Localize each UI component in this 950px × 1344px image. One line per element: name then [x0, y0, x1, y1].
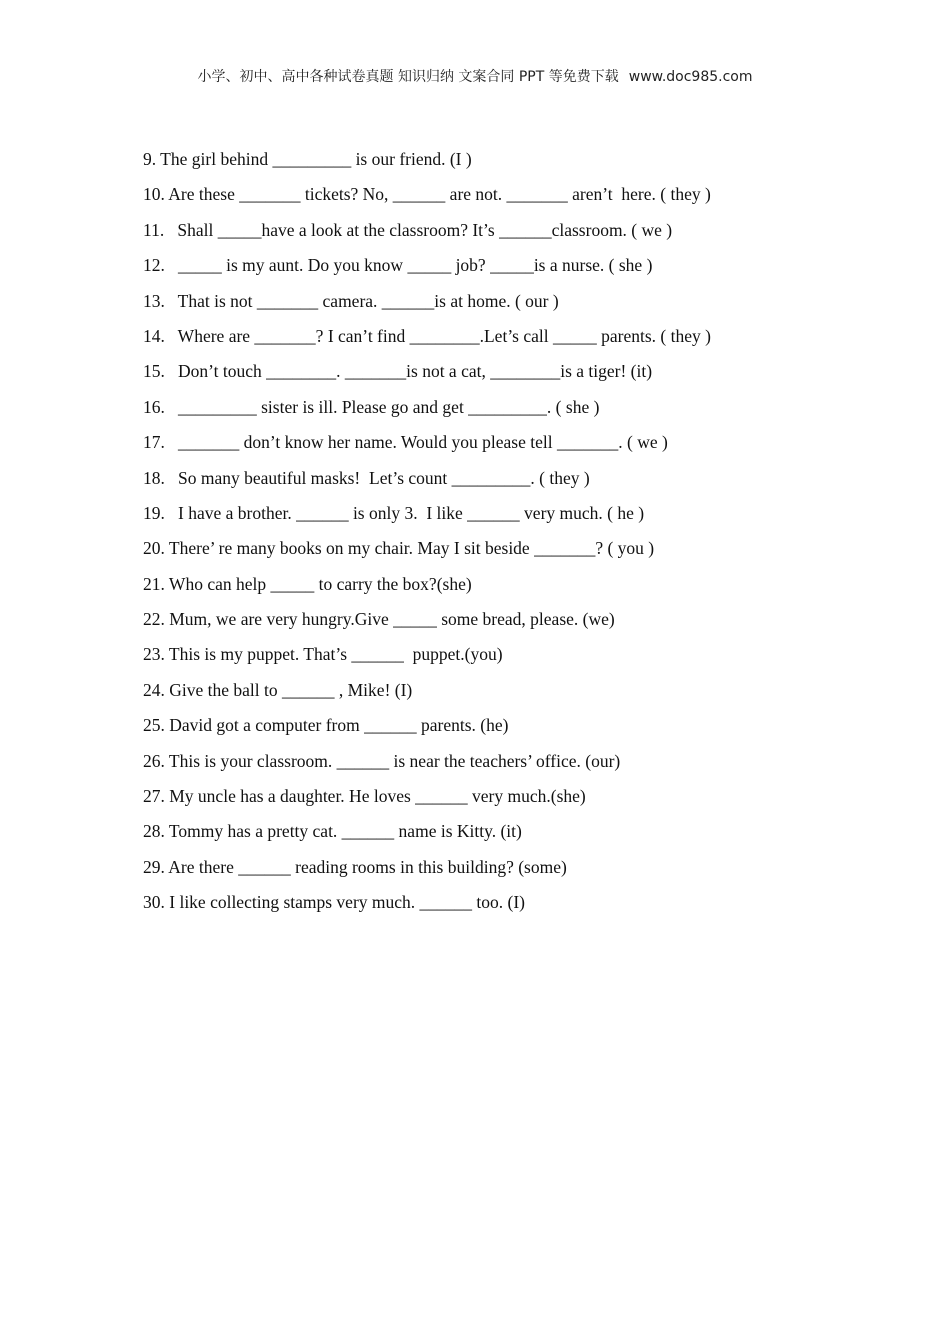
question-number: 26. [143, 750, 165, 771]
question-number: 13. [143, 290, 165, 311]
question-text: Give the ball to ______ , Mike! (I) [164, 679, 413, 700]
question-text: Who can help _____ to carry the box?(she) [164, 573, 472, 594]
question-number: 27. [143, 786, 165, 807]
question-text: This is my puppet. That’s ______ puppet.(you) [164, 644, 503, 665]
question-text: That is not _______ camera. ______is at home. ( our ) [164, 290, 559, 311]
question-text: I have a brother. ______ is only 3. I like ______ very much. ( he ) [164, 502, 645, 523]
question-number: 14. [143, 325, 165, 346]
question-item [143, 676, 843, 711]
question-number: 15. [143, 361, 165, 382]
question-text: This is your classroom. ______ is near the teachers’ office. (our) [164, 750, 621, 771]
question-text: _____ is my aunt. Do you know _____ job? _____is a nurse. ( she ) [164, 255, 653, 276]
question-item [143, 251, 843, 286]
question-item [143, 216, 843, 251]
question-item [143, 640, 843, 675]
question-item [143, 605, 843, 640]
question-text: Where are _______? I can’t find ________.Let’s call _____ parents. ( they ) [164, 325, 711, 346]
question-number: 29. [143, 856, 165, 877]
question-item [143, 322, 843, 357]
question-text: _______ don’t know her name. Would you please tell _______. ( we ) [164, 432, 668, 453]
question-number: 24. [143, 679, 165, 700]
question-text: There’ re many books on my chair. May I sit beside _______? ( you ) [164, 538, 655, 559]
question-number: 10. [143, 184, 165, 205]
question-text: Shall _____have a look at the classroom? It’s ______classroom. ( we ) [164, 219, 673, 240]
question-text: The girl behind _________ is our friend. (I ) [156, 149, 472, 169]
question-number: 16. [143, 396, 165, 417]
question-text: I like collecting stamps very much. ______ too. (I) [164, 892, 526, 913]
question-number: 18. [143, 467, 165, 488]
question-number: 12. [143, 255, 165, 276]
question-item [143, 888, 843, 923]
question-number: 30. [143, 892, 165, 913]
question-text: Tommy has a pretty cat. ______ name is Kitty. (it) [164, 821, 522, 842]
question-text: _________ sister is ill. Please go and get _________. ( she ) [164, 396, 600, 417]
question-number: 28. [143, 821, 165, 842]
question-number: 21. [143, 573, 165, 594]
question-item [143, 534, 843, 569]
question-text: Mum, we are very hungry.Give _____ some bread, please. (we) [164, 609, 615, 630]
question-item [143, 711, 843, 746]
question-number: 23. [143, 644, 165, 665]
question-item [143, 853, 843, 888]
question-text: Are these _______ tickets? No, ______ are not. _______ aren’t here. ( they ) [164, 184, 711, 205]
question-item [143, 180, 843, 215]
question-text: My uncle has a daughter. He loves ______ very much.(she) [164, 786, 586, 807]
header-site: www.doc985.com [628, 69, 753, 85]
question-text: So many beautiful masks! Let’s count _________. ( they ) [164, 467, 590, 488]
question-number: 11. [143, 219, 165, 240]
question-item [143, 428, 843, 463]
question-number: 25. [143, 715, 165, 736]
question-number: 19. [143, 502, 165, 523]
question-item [143, 782, 843, 817]
question-text: Are there ______ reading rooms in this building? (some) [164, 856, 567, 877]
question-item [143, 747, 843, 782]
question-number: 22. [143, 609, 165, 630]
question-item [143, 393, 843, 428]
question-item [143, 499, 843, 534]
question-item [143, 357, 843, 392]
page-header [0, 66, 950, 86]
question-number: 9. [143, 149, 157, 169]
question-item [143, 145, 843, 180]
question-number: 17. [143, 432, 165, 453]
question-item [143, 287, 843, 322]
question-text: David got a computer from ______ parents. (he) [164, 715, 509, 736]
question-text: Don’t touch ________. _______is not a cat, ________is a tiger! (it) [164, 361, 653, 382]
question-number: 20. [143, 538, 165, 559]
question-item [143, 464, 843, 499]
question-list [143, 145, 843, 924]
header-banner-text: 小学、初中、高中各种试卷真题 知识归纳 文案合同 PPT 等免费下载 [197, 69, 619, 85]
question-item [143, 570, 843, 605]
question-item [143, 817, 843, 852]
